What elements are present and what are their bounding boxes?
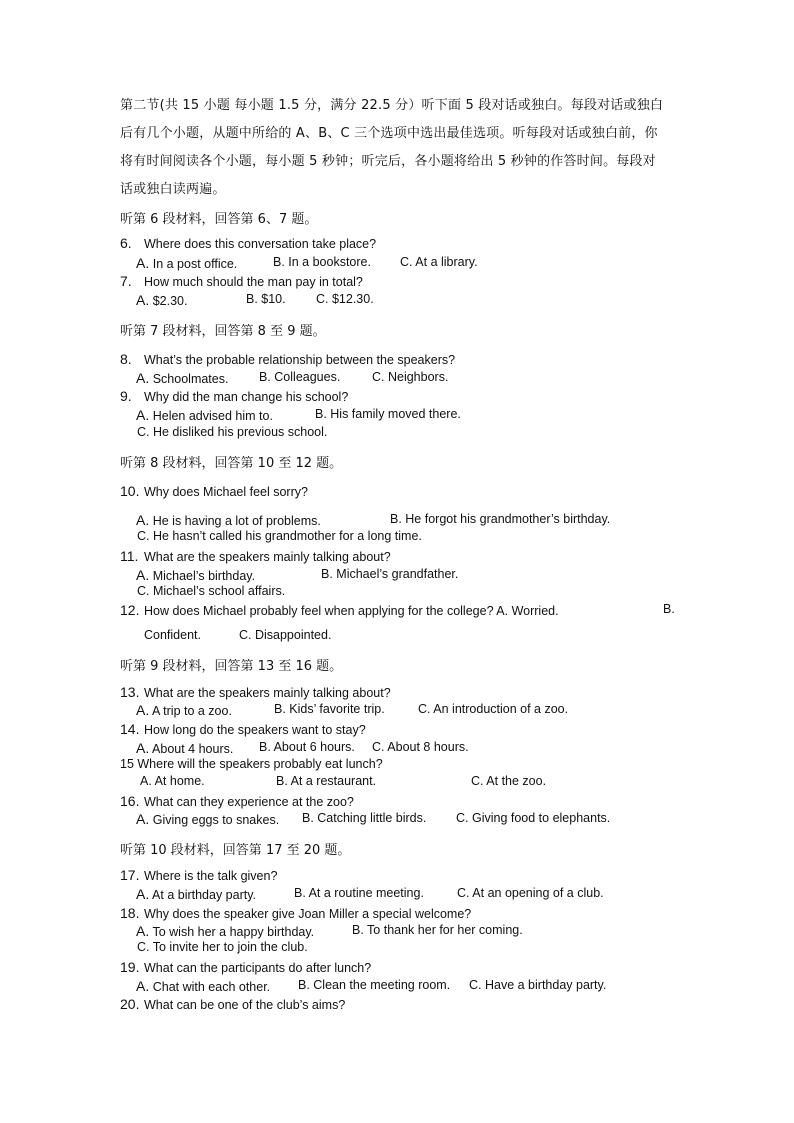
question-number: 8. xyxy=(120,351,132,367)
question-20 xyxy=(120,996,345,1012)
question-text: What can the participants do after lunch? xyxy=(144,961,372,975)
option-a: A. At home. xyxy=(140,774,205,788)
option-c: C. $12.30. xyxy=(316,292,374,306)
question-number: 6. xyxy=(120,235,132,251)
question-text: What’s the probable relationship between the speakers? xyxy=(144,353,456,367)
option-a: A. $2.30. xyxy=(136,292,188,308)
option-c: C. Disappointed. xyxy=(239,628,332,642)
question-number: 10. xyxy=(120,483,140,499)
question-15: 15 Where will the speakers probably eat lunch? xyxy=(120,757,383,771)
option-b: B. At a routine meeting. xyxy=(294,886,424,900)
question-text: How long do the speakers want to stay? xyxy=(144,723,366,737)
question-6 xyxy=(120,235,376,251)
question-number: 16. xyxy=(120,793,140,809)
option-a: A. Helen advised him to. xyxy=(136,407,273,423)
instructions-line: 话或独白读两遍。 xyxy=(120,182,226,197)
option-a: A. A trip to a zoo. xyxy=(136,702,232,718)
option-a: A. At a birthday party. xyxy=(136,886,257,902)
question-19 xyxy=(120,959,371,975)
option-b: B. Colleagues. xyxy=(259,370,341,384)
option-b: B. His family moved there. xyxy=(315,407,461,421)
option-a: A. In a post office. xyxy=(136,255,238,271)
option-b: B. To thank her for her coming. xyxy=(352,923,523,937)
question-10 xyxy=(120,483,308,499)
question-14 xyxy=(120,721,366,737)
question-text: What can be one of the club’s aims? xyxy=(144,998,346,1012)
section-header-6: 听第 6 段材料，回答第 6、7 题。 xyxy=(120,212,318,227)
option-c: C. Giving food to elephants. xyxy=(456,811,611,825)
question-text: Where does this conversation take place? xyxy=(144,237,377,251)
question-number: 18. xyxy=(120,905,140,921)
option-b: B. About 6 hours. xyxy=(259,740,355,754)
instructions-line: 第二节(共 15 小题 每小题 1.5 分，满分 22.5 分）听下面 5 段对话或独白。每段对话或独白 xyxy=(120,98,664,113)
option-b: B. Michael’s grandfather. xyxy=(321,567,459,581)
question-9 xyxy=(120,388,348,404)
option-c: C. To invite her to join the club. xyxy=(137,940,308,954)
question-17 xyxy=(120,867,277,883)
option-c: C. Neighbors. xyxy=(372,370,449,384)
option-c: C. Have a birthday party. xyxy=(469,978,607,992)
question-text: What can they experience at the zoo? xyxy=(144,795,354,809)
question-text: Where is the talk given? xyxy=(144,869,278,883)
question-7 xyxy=(120,273,363,289)
question-text: Why did the man change his school? xyxy=(144,390,349,404)
option-c: C. At a library. xyxy=(400,255,478,269)
question-number: 12. xyxy=(120,602,140,618)
question-8 xyxy=(120,351,455,367)
question-text: What are the speakers mainly talking about? xyxy=(144,686,391,700)
section-instructions xyxy=(120,92,680,204)
question-text: What are the speakers mainly talking about? xyxy=(144,550,391,564)
question-number: 13. xyxy=(120,684,140,700)
question-11 xyxy=(120,548,391,564)
option-c: C. At the zoo. xyxy=(471,774,547,788)
option-c: C. At an opening of a club. xyxy=(457,886,604,900)
instructions-line: 后有几个小题，从题中所给的 A、B、C 三个选项中选出最佳选项。听每段对话或独白前，你 xyxy=(120,126,658,141)
option-a: A. Giving eggs to snakes. xyxy=(136,811,280,827)
question-number: 11. xyxy=(120,548,139,564)
question-text: Why does Michael feel sorry? xyxy=(144,485,308,499)
option-b: B. Catching little birds. xyxy=(302,811,427,825)
question-number: 9. xyxy=(120,388,132,404)
option-a: A. He is having a lot of problems. xyxy=(136,512,321,528)
option-c: C. He disliked his previous school. xyxy=(137,425,328,439)
question-12 xyxy=(120,602,559,618)
section-header-10: 听第 10 段材料，回答第 17 至 20 题。 xyxy=(120,843,351,858)
question-13 xyxy=(120,684,391,700)
option-b: B. At a restaurant. xyxy=(276,774,377,788)
question-number: 17. xyxy=(120,867,140,883)
instructions-line: 将有时间阅读各个小题，每小题 5 秒钟；听完后，各小题将给出 5 秒钟的作答时间。每段对 xyxy=(120,154,656,169)
option-c: C. Michael’s school affairs. xyxy=(137,584,286,598)
option-b: B. Clean the meeting room. xyxy=(298,978,451,992)
question-number: 19. xyxy=(120,959,140,975)
question-18 xyxy=(120,905,471,921)
option-a: A. Michael’s birthday. xyxy=(136,567,256,583)
option-b-letter: B. xyxy=(663,602,675,616)
option-a: A. To wish her a happy birthday. xyxy=(136,923,315,939)
option-c: C. About 8 hours. xyxy=(372,740,469,754)
option-c: C. He hasn’t called his grandmother for a long time. xyxy=(137,529,422,543)
question-number: 20. xyxy=(120,996,140,1012)
question-text: How does Michael probably feel when applying for the college? A. Worried. xyxy=(144,604,559,618)
option-b: B. In a bookstore. xyxy=(273,255,371,269)
option-c: C. An introduction of a zoo. xyxy=(418,702,569,716)
option-b: B. He forgot his grandmother’s birthday. xyxy=(390,512,611,526)
question-text: How much should the man pay in total? xyxy=(144,275,363,289)
option-b: B. $10. xyxy=(246,292,286,306)
option-a: A. About 4 hours. xyxy=(136,740,234,756)
section-header-7: 听第 7 段材料，回答第 8 至 9 题。 xyxy=(120,324,326,339)
question-number: 14. xyxy=(120,721,140,737)
option-a: A. Chat with each other. xyxy=(136,978,271,994)
option-b: B. Kids’ favorite trip. xyxy=(274,702,385,716)
option-b: Confident. xyxy=(144,628,201,642)
question-text: Why does the speaker give Joan Miller a special welcome? xyxy=(144,907,472,921)
section-header-8: 听第 8 段材料，回答第 10 至 12 题。 xyxy=(120,456,343,471)
section-header-9: 听第 9 段材料，回答第 13 至 16 题。 xyxy=(120,659,343,674)
question-16 xyxy=(120,793,354,809)
question-number: 7. xyxy=(120,273,132,289)
option-a: A. Schoolmates. xyxy=(136,370,229,386)
